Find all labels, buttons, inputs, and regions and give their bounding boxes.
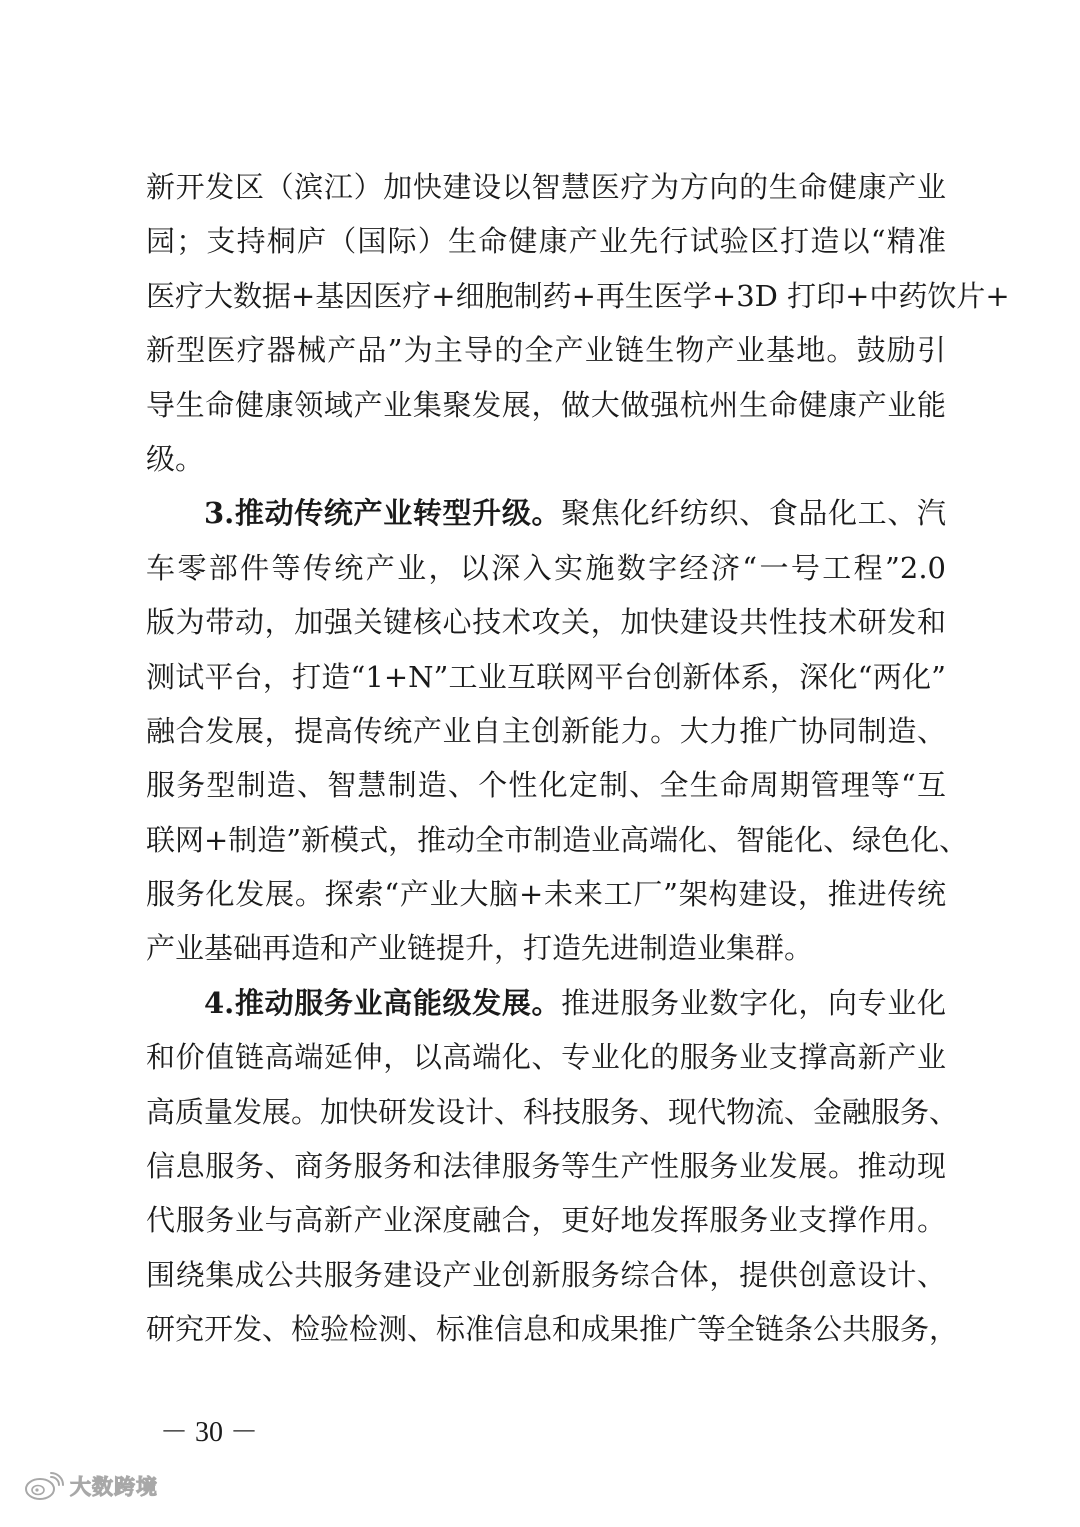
text-line: 新型医疗器械产品”为主导的全产业链生物产业基地。鼓励引 <box>146 333 946 368</box>
text-line: 和价值链高端延伸，以高端化、专业化的服务业支撑高新产业 <box>146 1040 946 1075</box>
text-line <box>146 486 946 540</box>
watermark <box>24 1468 158 1504</box>
text-line: 导生命健康领域产业集聚发展，做大做强杭州生命健康产业能 <box>146 387 946 422</box>
text-line: 代服务业与高新产业深度融合，更好地发挥服务业支撑作用。 <box>146 1203 946 1238</box>
text-line: 围绕集成公共服务建设产业创新服务综合体，提供创意设计、 <box>146 1257 946 1292</box>
text-span: 聚焦化纤纺织、食品化工、汽 <box>561 496 946 531</box>
text-line: 级。 <box>146 441 205 476</box>
paragraph-3 <box>146 976 959 1357</box>
text-line: 版为带动，加强关键核心技术攻关，加快建设共性技术研发和 <box>146 605 946 640</box>
text-line: 服务型制造、智慧制造、个性化定制、全生命周期管理等“互 <box>146 768 946 803</box>
body-text <box>146 160 1010 1357</box>
text-line: 产业基础再造和产业链提升，打造先进制造业集群。 <box>146 931 814 966</box>
page-number: － 30 － <box>160 1417 259 1448</box>
text-line: 园；支持桐庐（国际）生命健康产业先行试验区打造以“精准 <box>146 224 946 259</box>
watermark-text: 大数跨境 <box>70 1475 158 1499</box>
text-line: 联网+制造”新模式，推动全市制造业高端化、智能化、绿色化、 <box>146 822 969 857</box>
text-line: 信息服务、商务服务和法律服务等生产性服务业发展。推动现 <box>146 1149 946 1184</box>
text-line: 高质量发展。加快研发设计、科技服务、现代物流、金融服务、 <box>146 1094 959 1129</box>
section-heading: 3.推动传统产业转型升级。 <box>204 496 562 531</box>
text-line: 研究开发、检验检测、标准信息和成果推广等全链条公共服务， <box>146 1312 959 1347</box>
paragraph-1 <box>146 160 1010 486</box>
text-line: 融合发展，提高传统产业自主创新能力。大力推广协同制造、 <box>146 713 946 748</box>
text-line: 服务化发展。探索“产业大脑+未来工厂”架构建设，推进传统 <box>146 877 946 912</box>
weibo-logo-icon <box>24 1471 64 1501</box>
text-line: 医疗大数据+基因医疗+细胞制药+再生医学+3D 打印+中药饮片+ <box>146 278 1010 313</box>
section-heading: 4.推动服务业高能级发展。 <box>204 985 562 1020</box>
text-line: 车零部件等传统产业，以深入实施数字经济“一号工程”2.0 <box>146 550 946 585</box>
text-line: 测试平台，打造“1+N”工业互联网平台创新体系，深化“两化” <box>146 659 946 694</box>
paragraph-2 <box>146 486 969 976</box>
text-span: 推进服务业数字化，向专业化 <box>561 985 946 1020</box>
text-line <box>146 976 946 1030</box>
text-line: 新开发区（滨江）加快建设以智慧医疗为方向的生命健康产业 <box>146 170 946 204</box>
